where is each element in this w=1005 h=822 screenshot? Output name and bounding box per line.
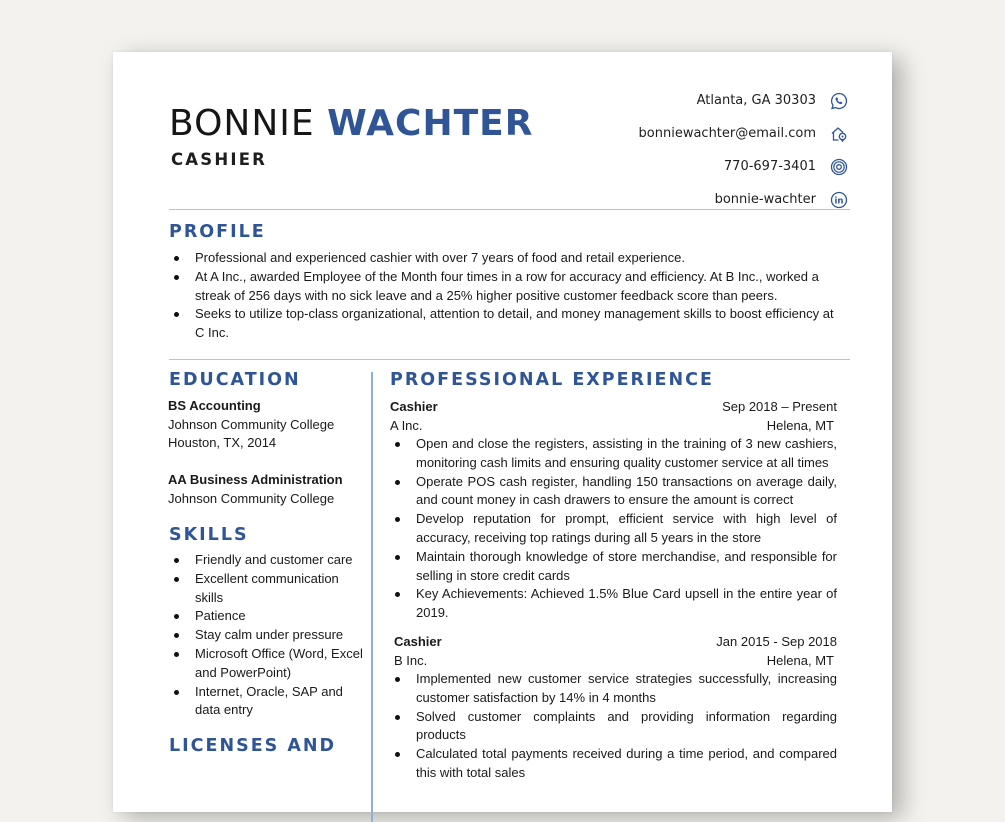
last-name: WACHTER bbox=[327, 103, 534, 144]
contact-phone bbox=[528, 150, 848, 183]
contact-text: 770-697-3401 bbox=[723, 159, 816, 174]
job-dates: Sep 2018 – Present bbox=[722, 399, 837, 414]
job-dates: Jan 2015 - Sep 2018 bbox=[716, 634, 837, 649]
skill-item: Patience bbox=[169, 607, 369, 626]
job-entry bbox=[390, 398, 837, 623]
job-entry bbox=[394, 633, 837, 783]
profile-list bbox=[169, 249, 839, 343]
degree: BS Accounting bbox=[168, 398, 261, 413]
skill-item: Excellent communication skills bbox=[169, 570, 369, 608]
candidate-name bbox=[169, 104, 533, 144]
job-bullet: Maintain thorough knowledge of store merchandise, and responsible for selling in store credit cards bbox=[390, 548, 837, 586]
home-location-icon bbox=[830, 125, 848, 143]
profile-heading: PROFILE bbox=[169, 222, 266, 242]
job-role: Cashier bbox=[390, 399, 438, 414]
profile-item: Professional and experienced cashier with over 7 years of food and retail experience. bbox=[169, 249, 839, 268]
column-divider bbox=[371, 372, 373, 822]
job-location: Helena, MT bbox=[766, 652, 834, 668]
job-title: CASHIER bbox=[171, 150, 268, 169]
skill-item: Internet, Oracle, SAP and data entry bbox=[169, 683, 369, 721]
profile-item: Seeks to utilize top-class organizational, attention to detail, and money management skills to boost efficiency at C Inc. bbox=[169, 305, 839, 343]
job-bullet: Operate POS cash register, handling 150 transactions on average daily, and count money in cash drawers to ensure the amount is correct bbox=[390, 473, 837, 511]
profile-divider bbox=[169, 359, 850, 360]
job-company: B Inc. bbox=[394, 652, 428, 668]
skill-item: Microsoft Office (Word, Excel and PowerPoint) bbox=[169, 645, 369, 683]
first-name: BONNIE bbox=[169, 103, 315, 144]
contact-email bbox=[528, 117, 848, 150]
degree: AA Business Administration bbox=[168, 472, 343, 487]
contact-block bbox=[528, 84, 848, 216]
linkedin-icon[interactable] bbox=[830, 191, 848, 209]
job-bullet: Develop reputation for prompt, efficient service with high level of accuracy, receiving top ratings during all 5 years in the store bbox=[390, 510, 837, 548]
skills-list bbox=[169, 551, 369, 720]
job-company: A Inc. bbox=[390, 417, 423, 433]
job-bullet: Calculated total payments received during a time period, and compared this with total sales bbox=[390, 745, 837, 783]
job-bullet: Key Achievements: Achieved 1.5% Blue Card upsell in the entire year of 2019. bbox=[390, 585, 837, 623]
job-role: Cashier bbox=[394, 634, 442, 649]
header-divider bbox=[169, 209, 850, 210]
education-heading: EDUCATION bbox=[169, 370, 301, 390]
job-bullets bbox=[390, 670, 837, 783]
skill-item: Friendly and customer care bbox=[169, 551, 369, 570]
skills-heading: SKILLS bbox=[169, 525, 249, 545]
phone-chat-icon bbox=[830, 92, 848, 110]
skill-item: Stay calm under pressure bbox=[169, 626, 369, 645]
contact-linkedin[interactable] bbox=[528, 183, 848, 216]
experience-heading: PROFESSIONAL EXPERIENCE bbox=[390, 370, 714, 390]
contact-text[interactable]: bonnie-wachter bbox=[714, 192, 816, 207]
contact-text: bonniewachter@email.com bbox=[638, 126, 816, 141]
at-sign-icon bbox=[830, 158, 848, 176]
profile-item: At A Inc., awarded Employee of the Month four times in a row for accuracy and efficiency. At B Inc., worked a streak of 256 days with no sick leave and a 25% higher positive customer feedback score than peers. bbox=[169, 268, 839, 306]
job-bullet: Open and close the registers, assisting in the training of 3 new cashiers, monitoring cash limits and ensuring quality customer service at all times bbox=[390, 435, 837, 473]
contact-text: Atlanta, GA 30303 bbox=[696, 93, 816, 108]
svg-text:in: in bbox=[834, 195, 844, 206]
education-detail: Houston, TX, 2014 bbox=[168, 435, 277, 450]
job-bullet: Solved customer complaints and providing information regarding products bbox=[390, 708, 837, 746]
education-block bbox=[168, 397, 363, 508]
job-bullets bbox=[390, 435, 837, 623]
school: Johnson Community College bbox=[168, 490, 335, 506]
resume-page bbox=[113, 52, 892, 812]
licenses-heading: LICENSES AND bbox=[169, 736, 337, 756]
job-location: Helena, MT bbox=[766, 417, 834, 433]
school: Johnson Community College bbox=[168, 416, 335, 432]
contact-address bbox=[528, 84, 848, 117]
job-bullet: Implemented new customer service strategies successfully, increasing customer satisfaction by 14% in 4 months bbox=[390, 670, 837, 708]
